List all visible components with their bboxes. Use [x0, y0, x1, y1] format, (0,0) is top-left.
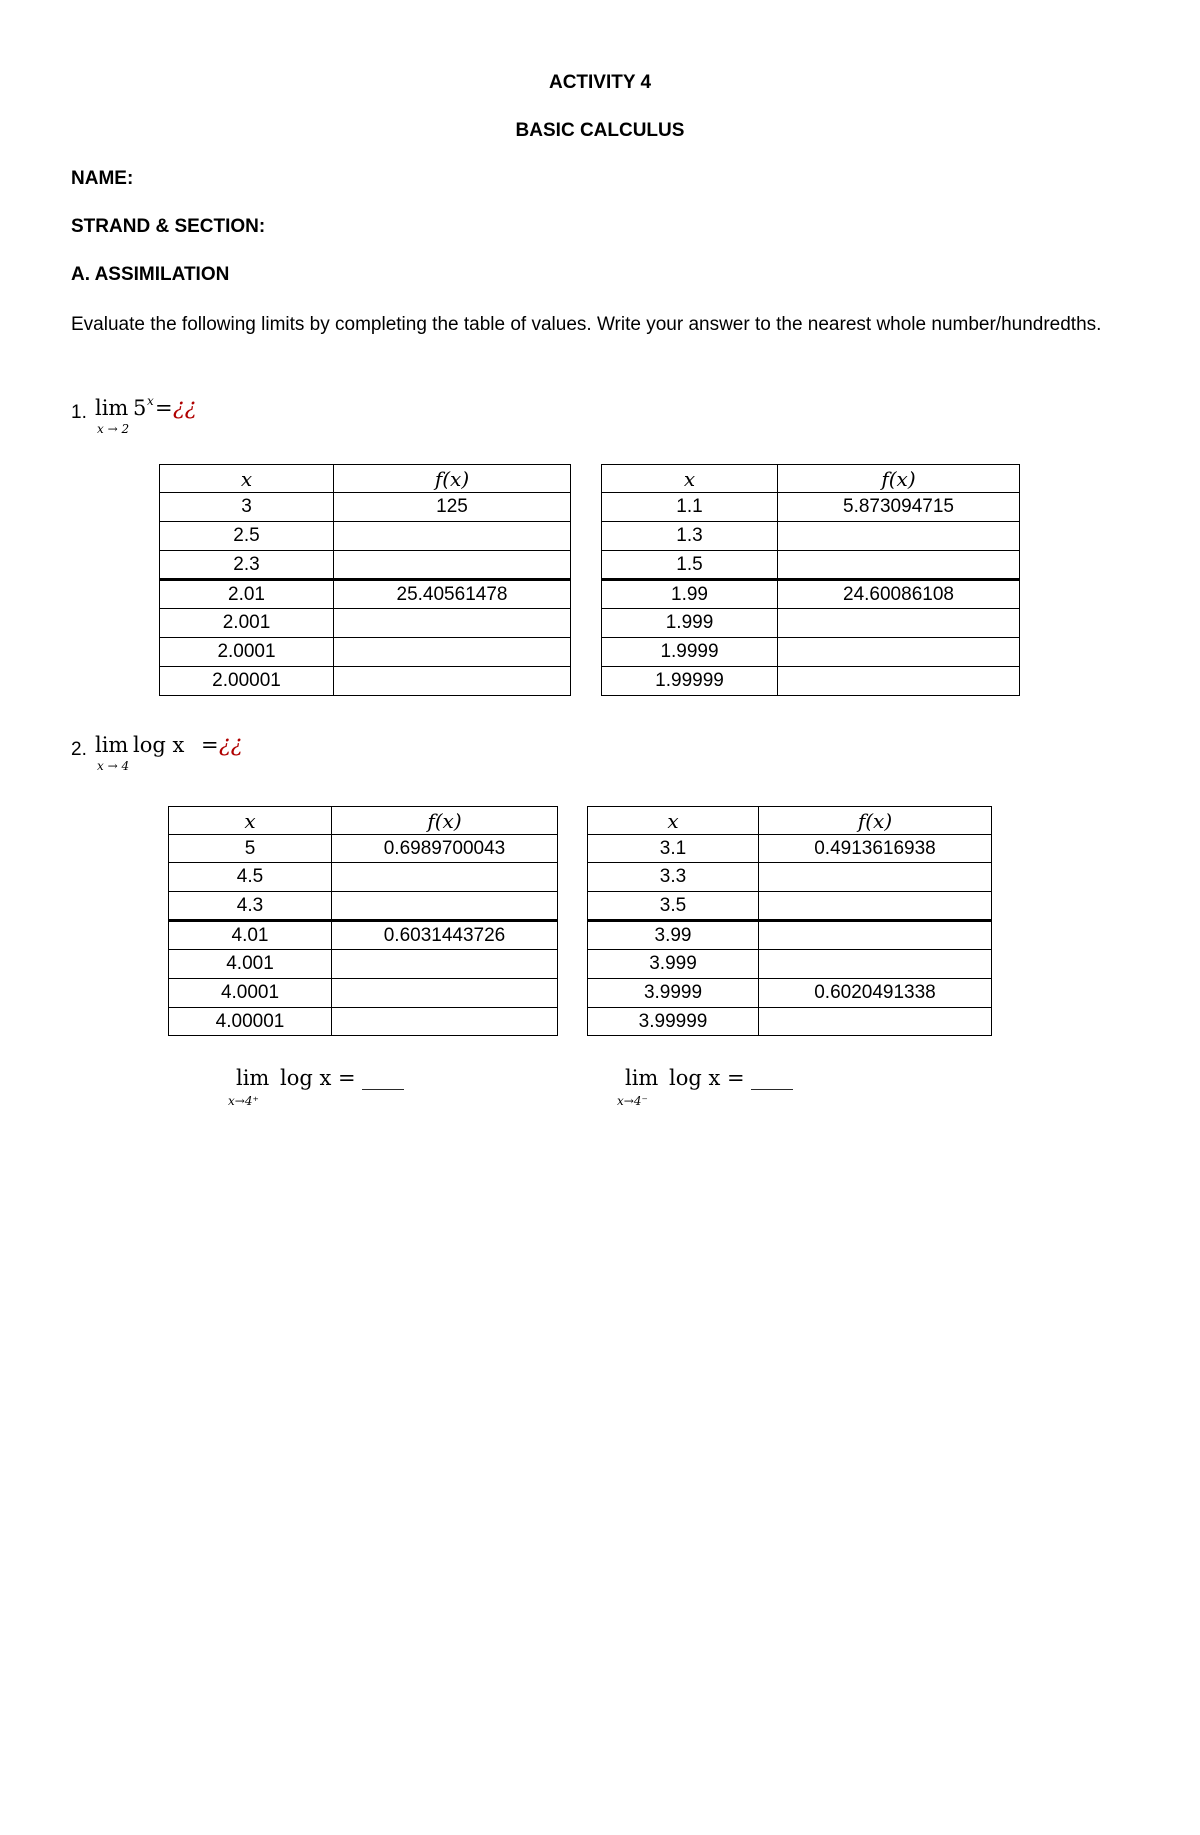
- x-cell: 1.9999: [602, 638, 778, 667]
- problem-2-right-table: [587, 806, 992, 1036]
- fx-cell[interactable]: [759, 863, 992, 892]
- document-subject: BASIC CALCULUS: [515, 120, 685, 141]
- x-cell: 1.99: [602, 580, 778, 609]
- x-cell: 3.5: [588, 892, 759, 921]
- fx-cell[interactable]: [332, 863, 558, 892]
- fx-cell[interactable]: [334, 667, 571, 696]
- fx-cell[interactable]: [334, 522, 571, 551]
- problem-2-lim: lim: [95, 733, 129, 757]
- header-x: x: [588, 807, 759, 835]
- left-limit-subscript: x→4⁻: [617, 1094, 648, 1108]
- left-limit-blank[interactable]: ____: [751, 1066, 793, 1090]
- fx-cell[interactable]: 0.6020491338: [759, 979, 992, 1008]
- problem-2-number: 2.: [71, 739, 87, 760]
- problem-2-left-table: [168, 806, 558, 1036]
- table-row: [588, 921, 992, 950]
- problem-1-right-table: [601, 464, 1020, 696]
- x-cell: 3.1: [588, 835, 759, 863]
- table-row: [588, 892, 992, 921]
- x-cell: 3.3: [588, 863, 759, 892]
- document-title: ACTIVITY 4: [548, 72, 652, 93]
- table-row: [169, 979, 558, 1008]
- header-fx: f(x): [778, 465, 1020, 493]
- problem-1-function: 5: [133, 396, 147, 420]
- x-cell: 4.001: [169, 950, 332, 979]
- table-row: [588, 835, 992, 863]
- table-row: [169, 835, 558, 863]
- table-row: [588, 979, 992, 1008]
- header-fx: f(x): [759, 807, 992, 835]
- x-cell: 1.999: [602, 609, 778, 638]
- table-row: [602, 522, 1020, 551]
- left-limit-expression: log x =: [669, 1066, 745, 1090]
- table-row: [602, 551, 1020, 580]
- problem-2-answer: ¿¿: [219, 732, 243, 757]
- x-cell: 2.01: [160, 580, 334, 609]
- x-cell: 2.0001: [160, 638, 334, 667]
- name-label: NAME:: [71, 168, 134, 189]
- right-limit-subscript: x→4⁺: [228, 1094, 259, 1108]
- left-hand-limit: [617, 1066, 837, 1116]
- x-cell: 2.5: [160, 522, 334, 551]
- header-fx: f(x): [334, 465, 571, 493]
- fx-cell[interactable]: 24.60086108: [778, 580, 1020, 609]
- problem-2-function: log x: [133, 733, 185, 757]
- x-cell: 4.0001: [169, 979, 332, 1008]
- problem-2-equals: =: [201, 733, 219, 757]
- table-row: [602, 667, 1020, 696]
- right-limit-expression: log x =: [280, 1066, 356, 1090]
- fx-cell[interactable]: [759, 921, 992, 950]
- table-row: [160, 522, 571, 551]
- fx-cell[interactable]: [778, 609, 1020, 638]
- left-limit-lim: lim: [625, 1066, 659, 1090]
- x-cell: 3.99999: [588, 1008, 759, 1036]
- fx-cell[interactable]: [778, 667, 1020, 696]
- x-cell: 1.5: [602, 551, 778, 580]
- fx-cell[interactable]: [332, 1008, 558, 1036]
- x-cell: 2.00001: [160, 667, 334, 696]
- table-row: [588, 863, 992, 892]
- section-heading: A. ASSIMILATION: [71, 264, 230, 285]
- fx-cell[interactable]: [778, 522, 1020, 551]
- header-x: x: [602, 465, 778, 493]
- fx-cell[interactable]: 0.6989700043: [332, 835, 558, 863]
- fx-cell[interactable]: [334, 609, 571, 638]
- x-cell: 1.3: [602, 522, 778, 551]
- strand-section-label: STRAND & SECTION:: [71, 216, 266, 237]
- table-row: [160, 580, 571, 609]
- table-row: [588, 950, 992, 979]
- x-cell: 4.00001: [169, 1008, 332, 1036]
- fx-cell[interactable]: [332, 950, 558, 979]
- x-cell: 3.999: [588, 950, 759, 979]
- fx-cell[interactable]: [332, 892, 558, 921]
- fx-cell[interactable]: [778, 638, 1020, 667]
- instructions: Evaluate the following limits by completing the table of values. Write your answer to the nearest whole number/hundredths.: [71, 314, 1102, 335]
- x-cell: 3.9999: [588, 979, 759, 1008]
- x-cell: 5: [169, 835, 332, 863]
- table-row: [160, 609, 571, 638]
- fx-cell[interactable]: [334, 638, 571, 667]
- right-limit-lim: lim: [236, 1066, 270, 1090]
- right-hand-limit: [228, 1066, 448, 1116]
- table-row: [160, 551, 571, 580]
- x-cell: 3: [160, 493, 334, 522]
- x-cell: 3.99: [588, 921, 759, 950]
- problem-1-left-table: [159, 464, 571, 696]
- problem-1-answer: ¿¿: [173, 395, 197, 420]
- problem-1-subscript: x → 2: [97, 422, 130, 436]
- fx-cell[interactable]: 0.4913616938: [759, 835, 992, 863]
- x-cell: 2.3: [160, 551, 334, 580]
- header-x: x: [160, 465, 334, 493]
- table-row: [602, 580, 1020, 609]
- table-row: [169, 950, 558, 979]
- x-cell: 1.1: [602, 493, 778, 522]
- fx-cell[interactable]: [759, 892, 992, 921]
- x-cell: 4.5: [169, 863, 332, 892]
- table-row: [160, 493, 571, 522]
- fx-cell[interactable]: [332, 979, 558, 1008]
- table-row: [169, 863, 558, 892]
- fx-cell[interactable]: [334, 551, 571, 580]
- x-cell: 4.01: [169, 921, 332, 950]
- x-cell: 1.99999: [602, 667, 778, 696]
- fx-cell[interactable]: 0.6031443726: [332, 921, 558, 950]
- problem-1-lim: lim: [95, 396, 129, 420]
- right-limit-blank[interactable]: ____: [362, 1066, 404, 1090]
- table-row: [602, 609, 1020, 638]
- x-cell: 2.001: [160, 609, 334, 638]
- table-row: [160, 638, 571, 667]
- header-fx: f(x): [332, 807, 558, 835]
- problem-1-equals: =: [155, 396, 173, 420]
- table-row: [169, 921, 558, 950]
- fx-cell[interactable]: 125: [334, 493, 571, 522]
- problem-1-number: 1.: [71, 402, 87, 423]
- table-row: [602, 493, 1020, 522]
- table-row: [169, 892, 558, 921]
- fx-cell[interactable]: 25.40561478: [334, 580, 571, 609]
- problem-2-subscript: x → 4: [97, 759, 130, 773]
- fx-cell[interactable]: [759, 1008, 992, 1036]
- x-cell: 4.3: [169, 892, 332, 921]
- table-row: [160, 667, 571, 696]
- header-x: x: [169, 807, 332, 835]
- fx-cell[interactable]: 5.873094715: [778, 493, 1020, 522]
- table-row: [588, 1008, 992, 1036]
- fx-cell[interactable]: [778, 551, 1020, 580]
- table-row: [169, 1008, 558, 1036]
- fx-cell[interactable]: [759, 950, 992, 979]
- table-row: [602, 638, 1020, 667]
- problem-1-exponent: x: [147, 394, 154, 408]
